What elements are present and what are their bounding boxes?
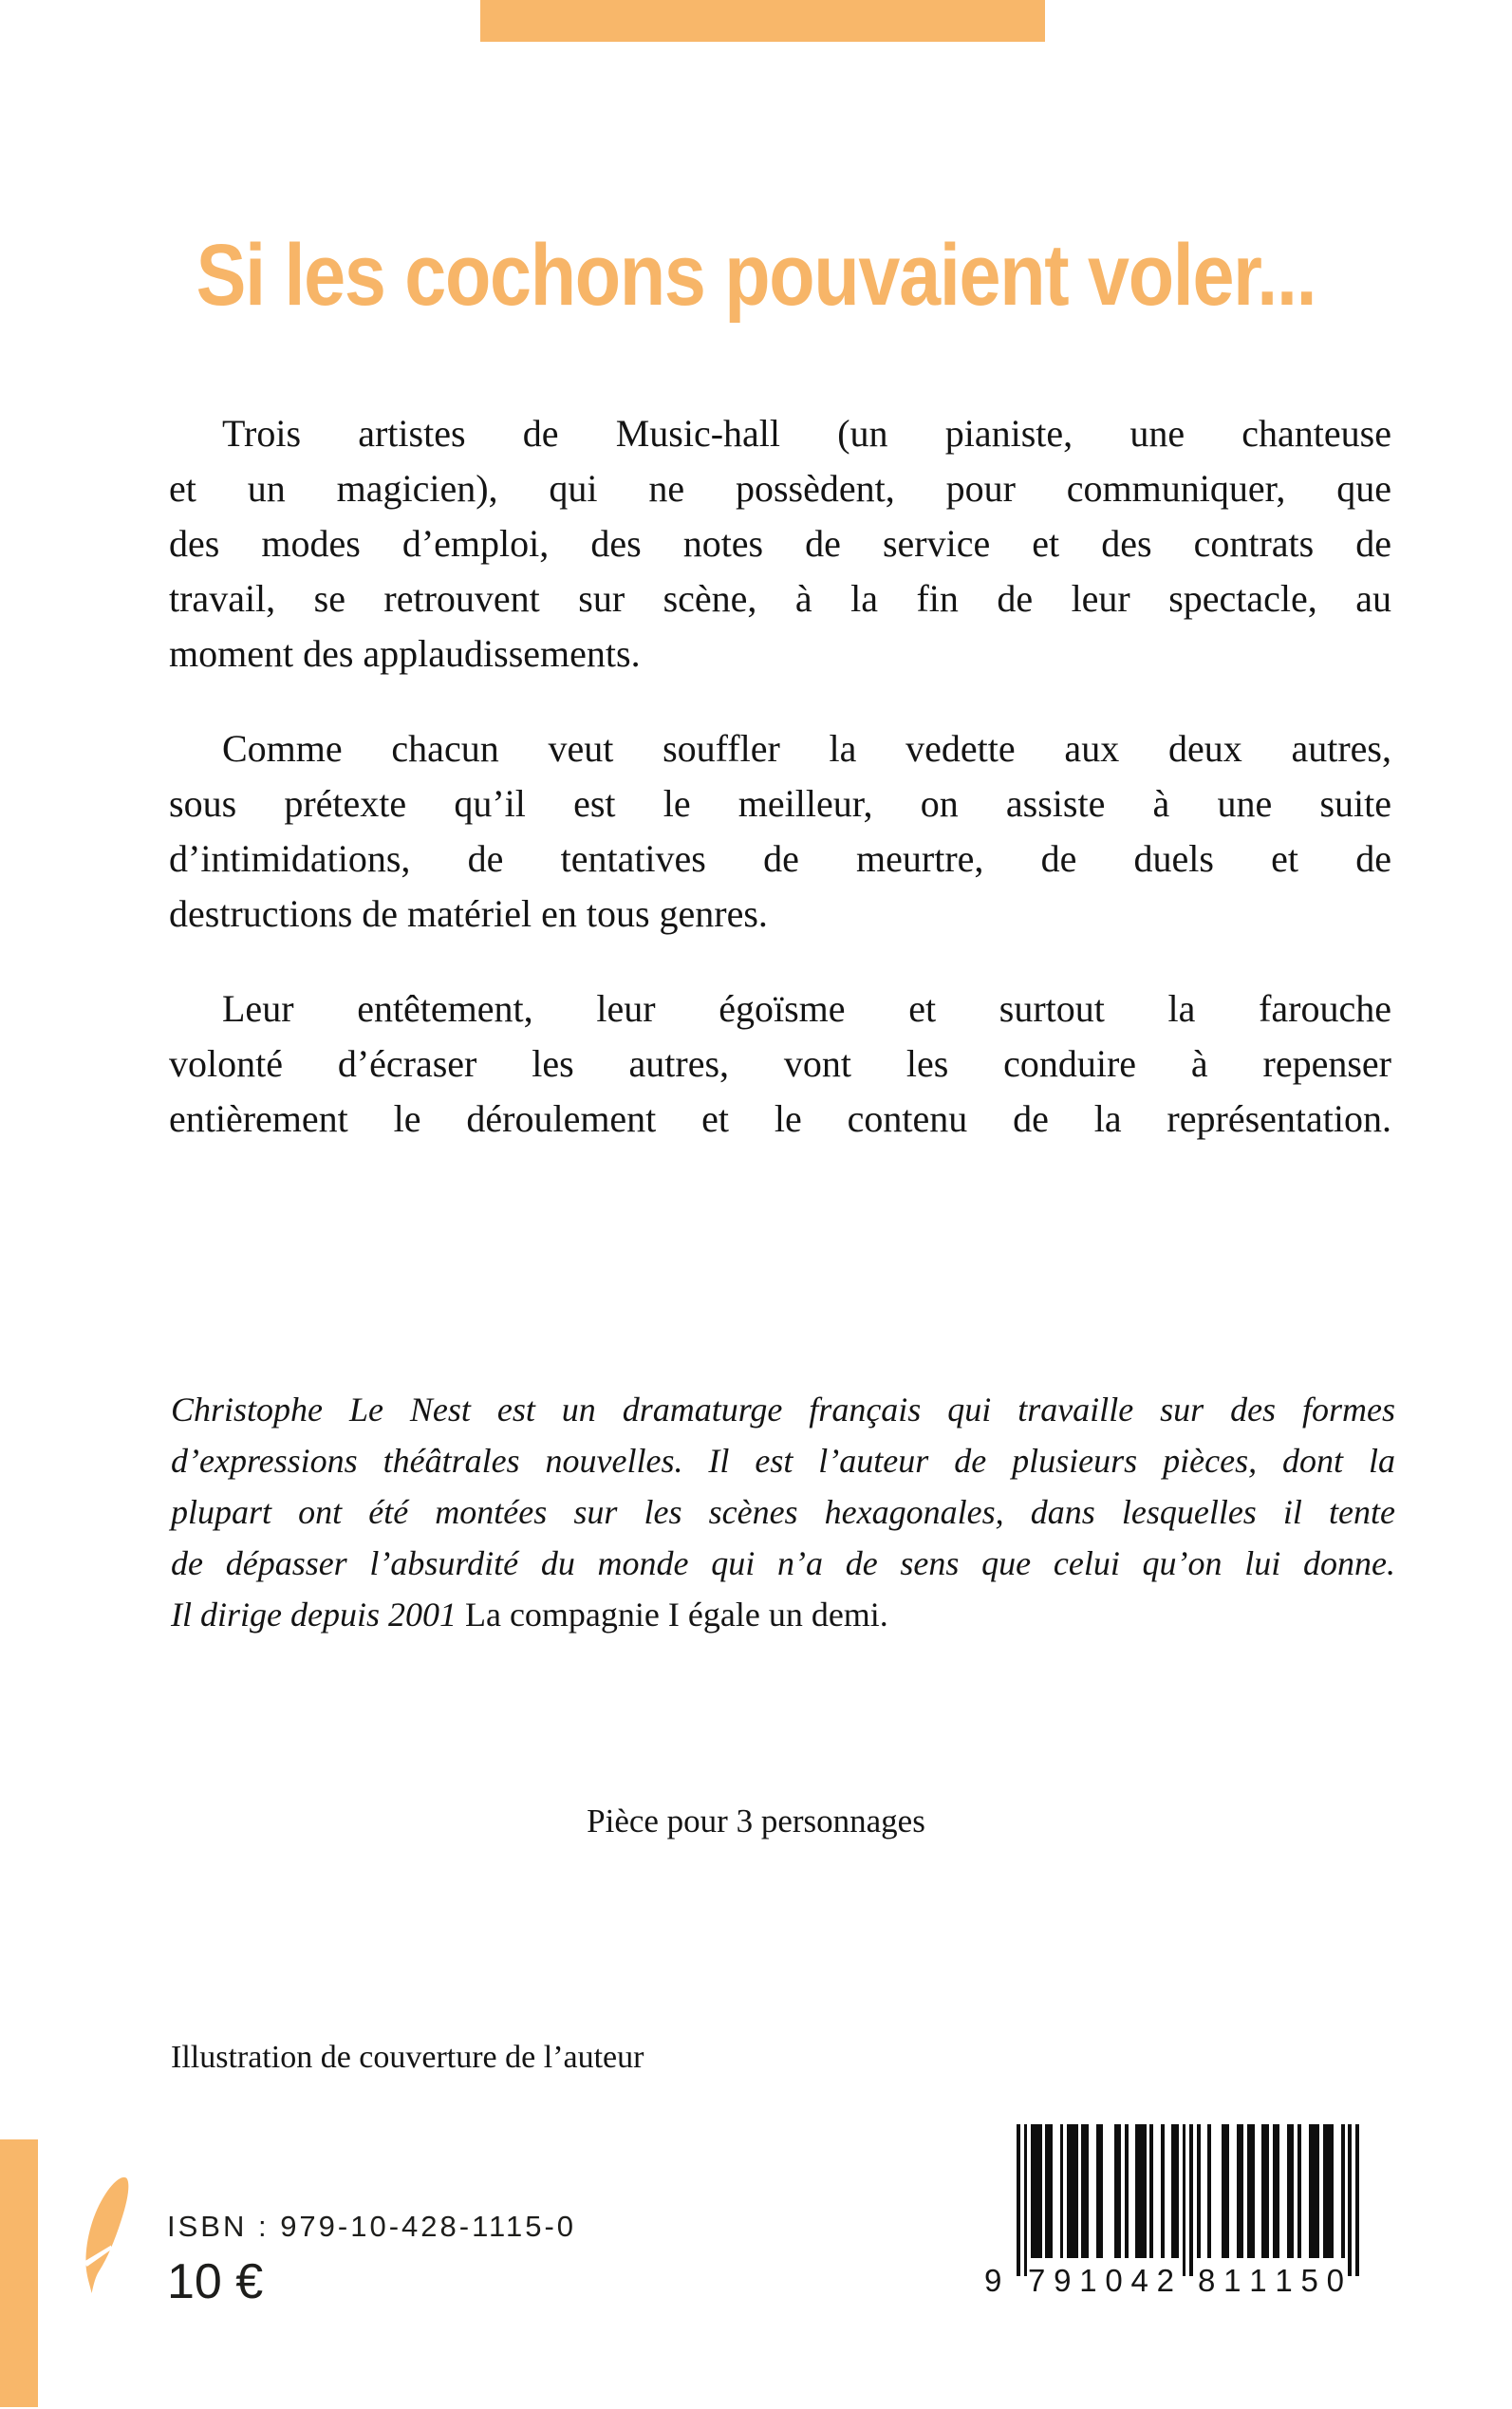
barcode-digit: 1 <box>1275 2263 1293 2298</box>
barcode-digit: 2 <box>1156 2263 1174 2298</box>
text-line: entièrement le déroulement et le contenu de la représentation. <box>169 1097 1391 1140</box>
barcode-digit: 1 <box>1249 2263 1267 2298</box>
isbn-text: ISBN : 979-10-428-1115-0 <box>167 2210 577 2243</box>
synopsis-text <box>169 406 1391 1147</box>
illustration-credit: Illustration de couverture de l’auteur <box>171 2040 644 2075</box>
text-line: d’expressions théâtrales nouvelles. Il est l’auteur de plusieurs pièces, dont la <box>171 1442 1395 1480</box>
text-line: des modes d’emploi, des notes de service et des contrats de <box>169 522 1391 565</box>
barcode-digit: 7 <box>1028 2263 1046 2298</box>
feather-icon <box>80 2172 139 2297</box>
barcode-lead-digit: 9 <box>984 2263 1002 2298</box>
barcode-digit: 1 <box>1079 2263 1097 2298</box>
feather-blade <box>85 2177 128 2293</box>
barcode-digit: 9 <box>1054 2263 1072 2298</box>
text-line: moment des applaudissements. <box>169 632 641 675</box>
bio-company-name: La compagnie I égale un demi. <box>464 1596 888 1634</box>
text-line: Christophe Le Nest est un dramaturge français qui travaille sur des formes <box>171 1391 1395 1429</box>
cast-note: Pièce pour 3 personnages <box>587 1802 925 1839</box>
barcode-bars <box>1017 2124 1359 2276</box>
text-line: destructions de matériel en tous genres. <box>169 892 768 935</box>
author-bio <box>171 1384 1395 1640</box>
barcode-digit: 0 <box>1105 2263 1123 2298</box>
text-line: Comme chacun veut souffler la vedette aux deux autres, <box>222 727 1391 770</box>
text-line: Trois artistes de Music-hall (un pianiste, une chanteuse <box>222 412 1391 455</box>
bio-italic-text: Il dirige depuis 2001 <box>171 1596 465 1634</box>
text-line: sous prétexte qu’il est le meilleur, on assiste à une suite <box>169 782 1391 825</box>
barcode-digit: 4 <box>1130 2263 1148 2298</box>
text-line: volonté d’écraser les autres, vont les conduire à repenser <box>169 1042 1391 1085</box>
barcode-digits <box>982 2263 1362 2298</box>
paragraph <box>169 981 1391 1147</box>
text-line <box>171 1589 1395 1640</box>
barcode-group2 <box>1198 2263 1344 2298</box>
text-line: Leur entêtement, leur égoïsme et surtout la farouche <box>222 987 1391 1030</box>
barcode-digit: 0 <box>1326 2263 1344 2298</box>
paragraph <box>169 406 1391 682</box>
text-line: plupart ont été montées sur les scènes hexagonales, dans lesquelles il tente <box>171 1493 1395 1531</box>
spine-bottom-strip <box>0 2139 38 2407</box>
ean-barcode <box>982 2124 1362 2298</box>
book-title: Si les cochons pouvaient voler... <box>196 227 1316 324</box>
barcode-group1 <box>1028 2263 1174 2298</box>
barcode-bar <box>1355 2124 1359 2276</box>
text-line: travail, se retrouvent sur scène, à la fin de leur spectacle, au <box>169 577 1391 620</box>
text-line: et un magicien), qui ne possèdent, pour communiquer, que <box>169 467 1391 510</box>
text-line: d’intimidations, de tentatives de meurtre, de duels et de <box>169 837 1391 880</box>
spine-top-tab <box>480 0 1045 42</box>
barcode-digit: 1 <box>1223 2263 1241 2298</box>
barcode-digit: 5 <box>1300 2263 1318 2298</box>
paragraph <box>169 721 1391 942</box>
text-line: de dépasser l’absurdité du monde qui n’a de sens que celui qu’on lui donne. <box>171 1544 1395 1582</box>
price-text: 10 € <box>167 2254 264 2309</box>
barcode-digit: 8 <box>1198 2263 1216 2298</box>
